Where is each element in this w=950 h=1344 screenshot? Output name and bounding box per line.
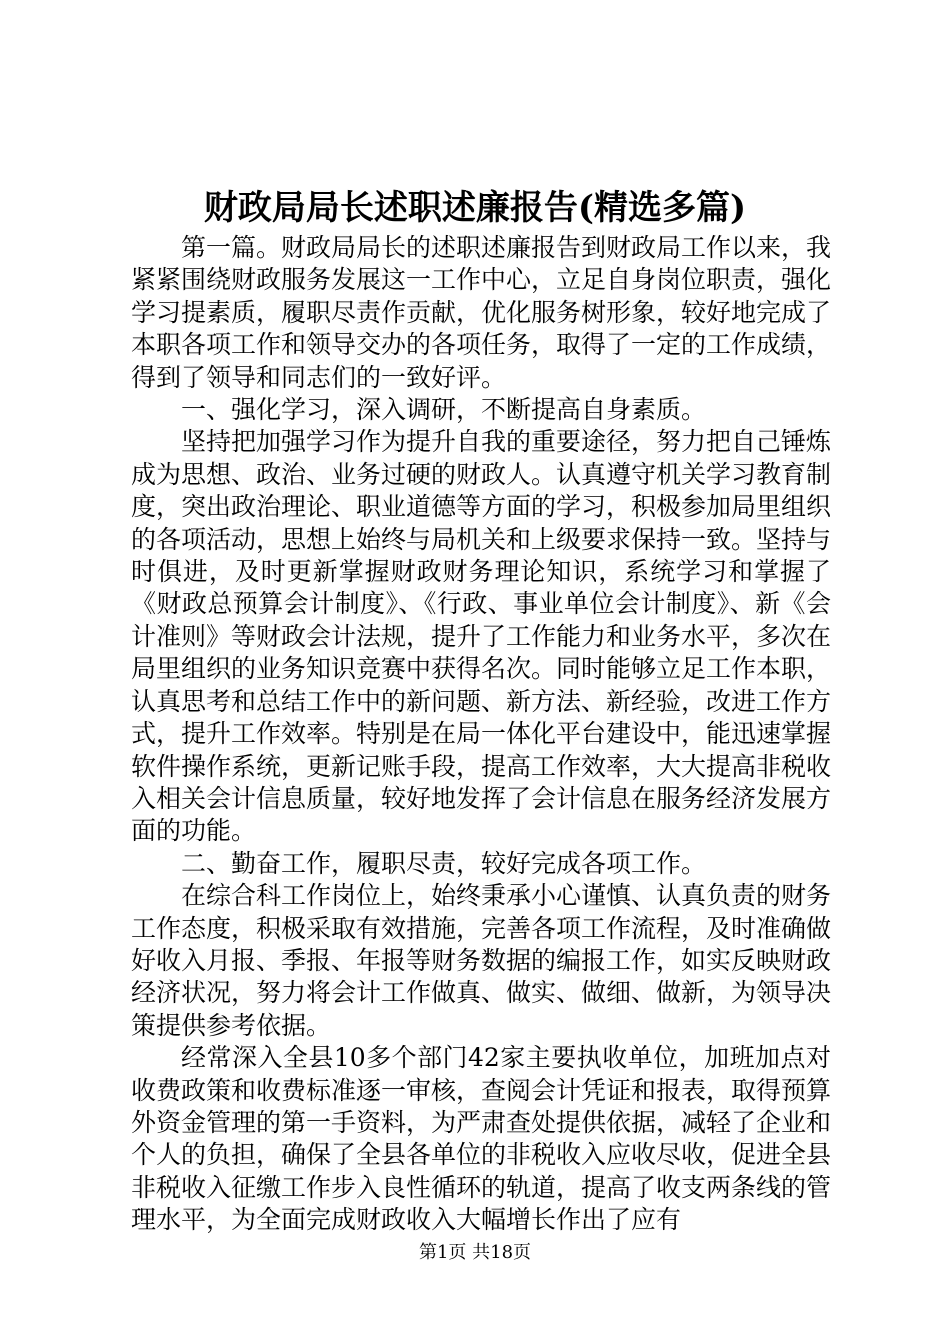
section-heading-2: 二、勤奋工作，履职尽责，较好完成各项工作。 [181, 848, 707, 878]
paragraph-intro: 第一篇。财政局局长的述职述廉报告到财政局工作以来，我紧紧围绕财政服务发展这一工作中心，立足自身岗位职责，强化学习提素质，履职尽责作贡献，优化服务树形象，较好地完成了本职各项工作和领导交办的各项任务，取得了一定的工作成绩，得到了领导和同志们的一致好评。 [131, 233, 832, 392]
paragraph-study: 坚持把加强学习作为提升自我的重要途径，努力把自己锤炼成为思想、政治、业务过硬的财政人。认真遵守机关学习教育制度，突出政治理论、职业道德等方面的学习，积极参加局里组织的各项活动，思想上始终与局机关和上级要求保持一致。坚持与时俱进，及时更新掌握财政财务理论知识，系统学习和掌握了《财政总预算会计制度》、《行政、事业单位会计制度》、新《会计准则》等财政会计法规，提升了工作能力和业务水平，多次在局里组织的业务知识竞赛中获得名次。同时能够立足工作本职，认真思考和总结工作中的新问题、新方法、新经验，改进工作方式，提升工作效率。特别是在局一体化平台建设中，能迅速掌握软件操作系统，更新记账手段，提高工作效率，大大提高非税收入相关会计信息质量，较好地发挥了会计信息在服务经济发展方面的功能。 [131, 427, 832, 846]
paragraph-audit: 经常深入全县10多个部门42家主要执收单位，加班加点对收费政策和收费标准逐一审核，查阅会计凭证和报表，取得预算外资金管理的第一手资料，为严肃查处提供依据，减轻了企业和个人的负担，确保了全县各单位的非税收入应收尽收，促进全县非税收入征缴工作步入良性循环的轨道，提高了收支两条线的管理水平，为全面完成财政收入大幅增长作出了应有 [131, 1043, 832, 1235]
document-title: 财政局局长述职述廉报告(精选多篇) [203, 188, 747, 228]
document-body [131, 232, 831, 1237]
paragraph-work: 在综合科工作岗位上，始终秉承小心谨慎、认真负责的财务工作态度，积极采取有效措施，完善各项工作流程，及时准确做好收入月报、季报、年报等财务数据的编报工作，如实反映财政经济状况，努力将会计工作做真、做实、做细、做新，为领导决策提供参考依据。 [131, 881, 832, 1040]
section-heading-1: 一、强化学习，深入调研，不断提高自身素质。 [181, 395, 707, 425]
page-number-footer: 第1页 共18页 [418, 1242, 532, 1263]
